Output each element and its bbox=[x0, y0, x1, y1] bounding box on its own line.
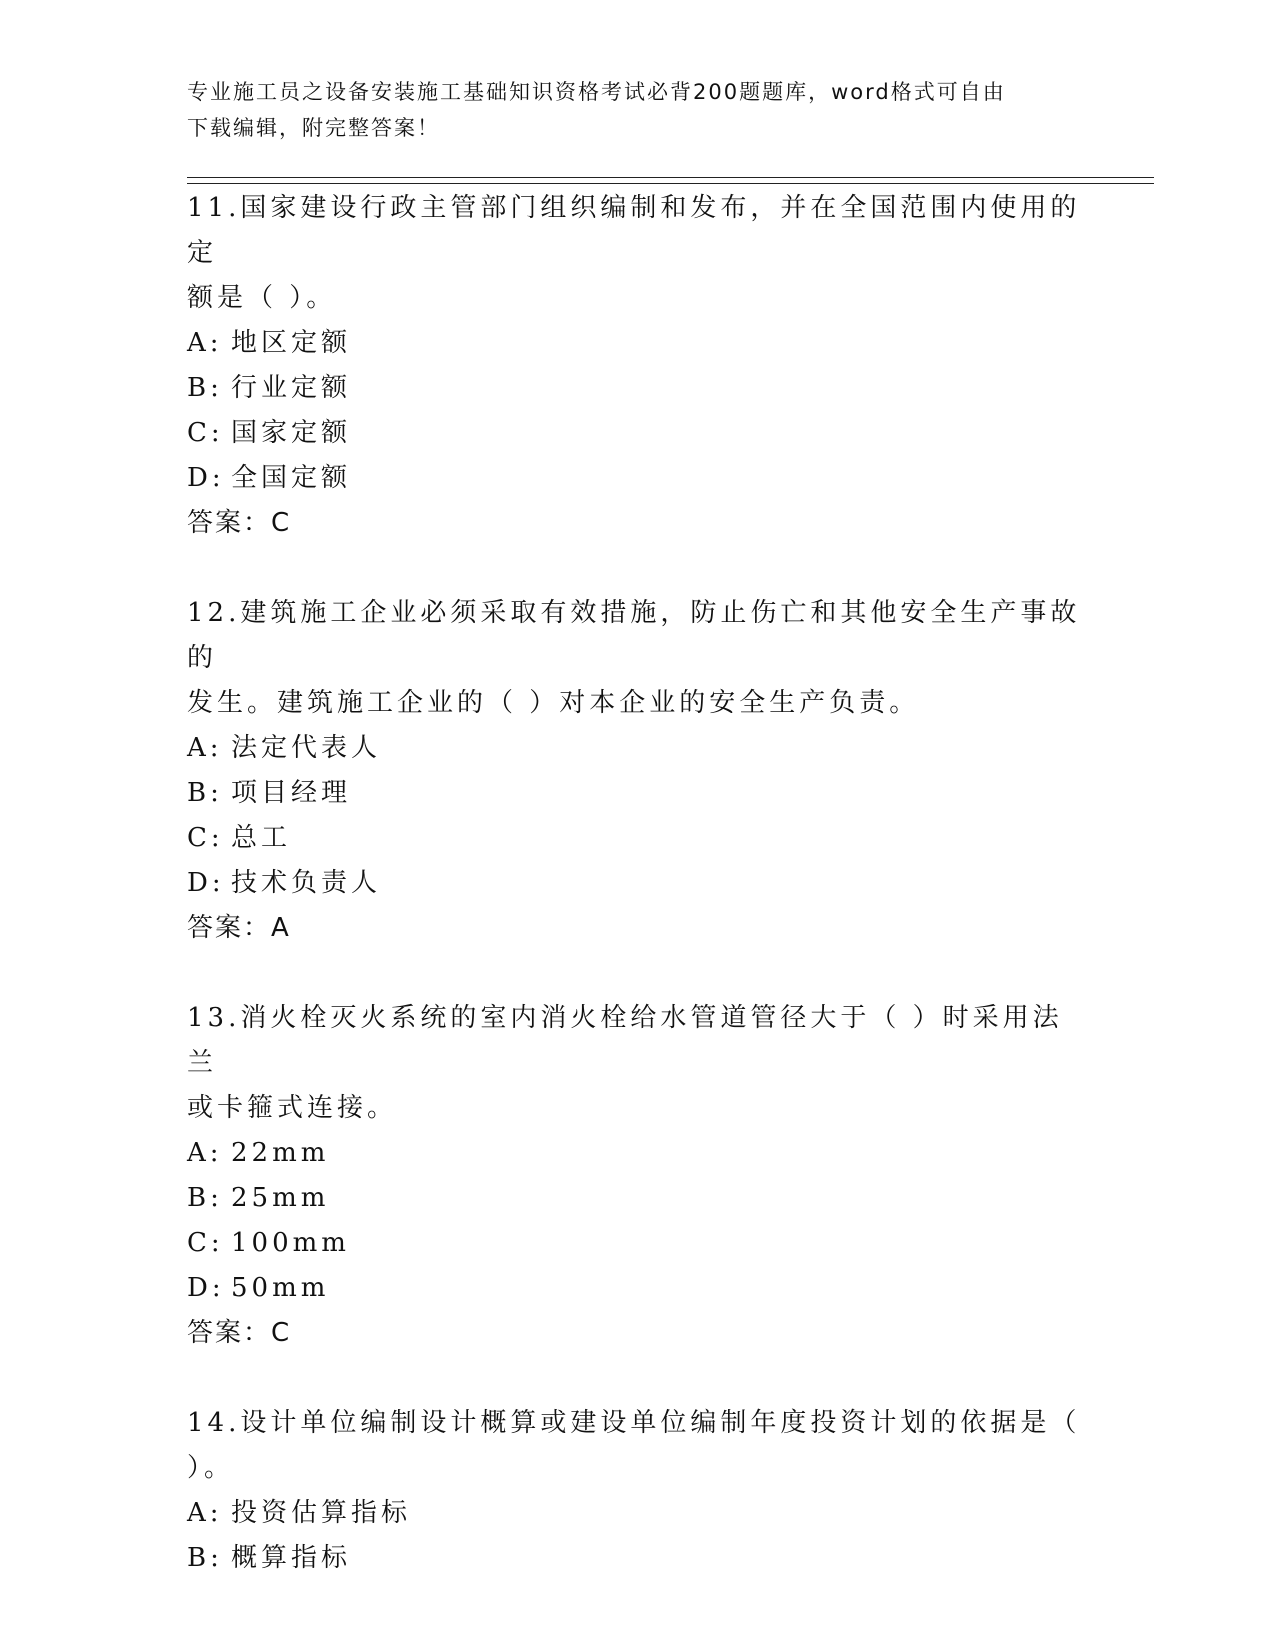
option-letter: A: bbox=[187, 1498, 223, 1528]
option-a bbox=[187, 726, 1087, 771]
option-letter: C: bbox=[187, 418, 224, 448]
option-b bbox=[187, 366, 1087, 411]
question-text-line: 11.国家建设行政主管部门组织编制和发布，并在全国范围内使用的定 bbox=[187, 193, 1081, 268]
option-text: 概算指标 bbox=[231, 1543, 352, 1573]
spacer bbox=[187, 546, 1087, 591]
question-item bbox=[187, 996, 1087, 1356]
answer-line: 答案：A bbox=[187, 913, 291, 943]
question-text bbox=[187, 1401, 1087, 1491]
option-letter: C: bbox=[187, 823, 224, 853]
option-text: 行业定额 bbox=[231, 373, 352, 403]
option-letter: B: bbox=[187, 778, 223, 808]
option-letter: D: bbox=[187, 868, 225, 898]
header-divider-top bbox=[187, 177, 1154, 178]
option-letter: B: bbox=[187, 1543, 223, 1573]
question-text bbox=[187, 186, 1087, 321]
question-item bbox=[187, 591, 1087, 951]
question-text-line: 额是（ ）。 bbox=[187, 283, 337, 313]
option-a bbox=[187, 1491, 1087, 1536]
question-text-line: 14.设计单位编制设计概算或建设单位编制年度投资计划的依据是（ bbox=[187, 1408, 1081, 1438]
option-text: 项目经理 bbox=[231, 778, 352, 808]
document-header bbox=[187, 74, 1067, 146]
option-letter: A: bbox=[187, 1138, 223, 1168]
question-text bbox=[187, 591, 1087, 726]
option-d bbox=[187, 456, 1087, 501]
option-letter: B: bbox=[187, 373, 223, 403]
question-text-line: 发生。建筑施工企业的（ ）对本企业的安全生产负责。 bbox=[187, 688, 920, 718]
option-letter: D: bbox=[187, 1273, 225, 1303]
answer-line: 答案：C bbox=[187, 508, 292, 538]
option-d bbox=[187, 861, 1087, 906]
option-text: 投资估算指标 bbox=[231, 1498, 412, 1528]
option-c bbox=[187, 1221, 1087, 1266]
question-text-line: 13.消火栓灭火系统的室内消火栓给水管道管径大于（ ）时采用法兰 bbox=[187, 1003, 1063, 1078]
option-letter: A: bbox=[187, 328, 223, 358]
question-text bbox=[187, 996, 1087, 1131]
option-letter: D: bbox=[187, 463, 225, 493]
question-text-line: 或卡箍式连接。 bbox=[187, 1093, 398, 1123]
option-text: 25mm bbox=[231, 1183, 330, 1213]
option-c bbox=[187, 411, 1087, 456]
spacer bbox=[187, 951, 1087, 996]
option-text: 法定代表人 bbox=[231, 733, 382, 763]
question-text-line: 12.建筑施工企业必须采取有效措施，防止伤亡和其他安全生产事故的 bbox=[187, 598, 1081, 673]
question-item bbox=[187, 186, 1087, 546]
option-text: 技术负责人 bbox=[231, 868, 382, 898]
option-text: 国家定额 bbox=[231, 418, 352, 448]
option-letter: A: bbox=[187, 733, 223, 763]
spacer bbox=[187, 1356, 1087, 1401]
header-line-2: 下载编辑，附完整答案！ bbox=[187, 116, 440, 140]
option-text: 100mm bbox=[231, 1228, 350, 1258]
answer-line: 答案：C bbox=[187, 1318, 292, 1348]
question-item bbox=[187, 1401, 1087, 1581]
option-b bbox=[187, 1536, 1087, 1581]
option-c bbox=[187, 816, 1087, 861]
option-a bbox=[187, 321, 1087, 366]
header-divider-bottom bbox=[187, 183, 1154, 184]
option-text: 地区定额 bbox=[231, 328, 352, 358]
option-a bbox=[187, 1131, 1087, 1176]
option-text: 50mm bbox=[231, 1273, 330, 1303]
header-line-1: 专业施工员之设备安装施工基础知识资格考试必背200题题库，word格式可自由 bbox=[187, 80, 1006, 104]
option-text: 22mm bbox=[231, 1138, 330, 1168]
question-list bbox=[187, 186, 1087, 1581]
option-b bbox=[187, 771, 1087, 816]
option-letter: B: bbox=[187, 1183, 223, 1213]
option-text: 全国定额 bbox=[231, 463, 352, 493]
option-b bbox=[187, 1176, 1087, 1221]
option-text: 总工 bbox=[231, 823, 292, 853]
option-letter: C: bbox=[187, 1228, 224, 1258]
question-text-line: ）。 bbox=[187, 1453, 235, 1483]
option-d bbox=[187, 1266, 1087, 1311]
